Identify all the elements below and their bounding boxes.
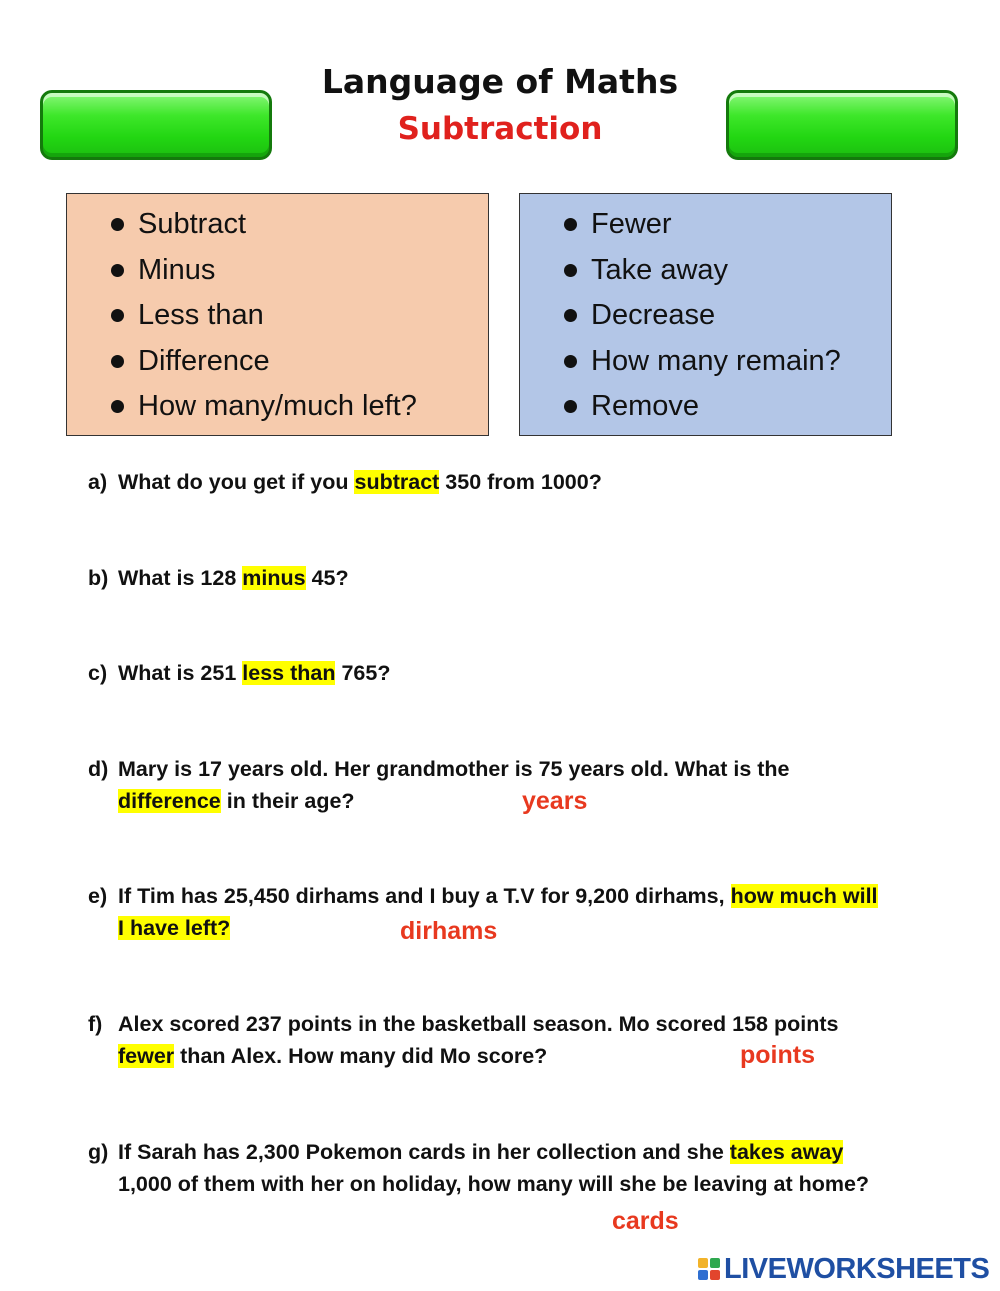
answer-unit-years[interactable]: years bbox=[522, 787, 588, 815]
vocabulary-box-right bbox=[519, 193, 892, 436]
question-letter: a) bbox=[88, 470, 108, 494]
bullet-icon bbox=[111, 218, 124, 231]
green-button-right[interactable] bbox=[726, 90, 958, 160]
keyword-highlight: difference bbox=[118, 789, 221, 813]
keyword-highlight: takes away bbox=[729, 1140, 844, 1164]
question-text: If Sarah has 2,300 Pokemon cards in her collection and she takes away 1,000 of them with her on holiday, how many will she be leaving at home? bbox=[118, 1140, 870, 1196]
vocab-item: Decrease bbox=[520, 293, 891, 339]
question-letter: c) bbox=[88, 661, 108, 685]
question-text: What is 251 less than 765? bbox=[118, 661, 391, 685]
keyword-highlight: fewer bbox=[118, 1044, 175, 1068]
question-text: What do you get if you subtract 350 from 1000? bbox=[118, 470, 602, 494]
vocab-item: Minus bbox=[67, 248, 488, 294]
keyword-highlight: I have left? bbox=[118, 916, 231, 940]
bullet-icon bbox=[111, 355, 124, 368]
question-g bbox=[88, 1136, 938, 1200]
bullet-icon bbox=[564, 355, 577, 368]
green-button-left[interactable] bbox=[40, 90, 272, 160]
bullet-icon bbox=[564, 400, 577, 413]
vocabulary-box-left bbox=[66, 193, 489, 436]
vocab-item: Difference bbox=[67, 339, 488, 385]
question-letter: g) bbox=[88, 1140, 109, 1164]
vocab-item: How many remain? bbox=[520, 339, 891, 385]
question-letter: e) bbox=[88, 884, 108, 908]
question-text: If Tim has 25,450 dirhams and I buy a T.V for 9,200 dirhams, how much will I have left? bbox=[118, 884, 878, 940]
keyword-highlight: subtract bbox=[354, 470, 440, 494]
question-e bbox=[88, 880, 938, 944]
vocab-item: Subtract bbox=[67, 202, 488, 248]
question-a bbox=[88, 466, 938, 498]
vocab-item: Fewer bbox=[520, 202, 891, 248]
question-d bbox=[88, 753, 938, 817]
liveworksheets-brand bbox=[698, 1252, 989, 1286]
page-title: Language of Maths bbox=[321, 62, 679, 101]
bullet-icon bbox=[111, 400, 124, 413]
answer-unit-cards[interactable]: cards bbox=[612, 1207, 679, 1235]
liveworksheets-logo-icon bbox=[698, 1258, 720, 1280]
question-letter: b) bbox=[88, 566, 109, 590]
vocab-item: Less than bbox=[67, 293, 488, 339]
question-text: Alex scored 237 points in the basketball season. Mo scored 158 points fewer than Alex. How many did Mo score? bbox=[118, 1012, 839, 1068]
bullet-icon bbox=[564, 264, 577, 277]
bullet-icon bbox=[111, 264, 124, 277]
vocab-item: Remove bbox=[520, 384, 891, 430]
keyword-highlight: minus bbox=[242, 566, 306, 590]
answer-unit-dirhams[interactable]: dirhams bbox=[400, 917, 498, 945]
keyword-highlight: less than bbox=[242, 661, 336, 685]
question-letter: f) bbox=[88, 1012, 103, 1036]
bullet-icon bbox=[564, 309, 577, 322]
vocab-item: How many/much left? bbox=[67, 384, 488, 430]
answer-unit-points[interactable]: points bbox=[740, 1041, 815, 1069]
brand-name: LIVEWORKSHEETS bbox=[724, 1252, 990, 1285]
question-b bbox=[88, 562, 938, 594]
bullet-icon bbox=[564, 218, 577, 231]
question-letter: d) bbox=[88, 757, 109, 781]
page-subtitle: Subtraction bbox=[397, 111, 603, 147]
vocab-item: Take away bbox=[520, 248, 891, 294]
question-text: Mary is 17 years old. Her grandmother is 75 years old. What is the difference in their age? bbox=[118, 757, 790, 813]
question-text: What is 128 minus 45? bbox=[118, 566, 349, 590]
keyword-highlight: how much will bbox=[730, 884, 878, 908]
bullet-icon bbox=[111, 309, 124, 322]
question-c bbox=[88, 657, 938, 689]
